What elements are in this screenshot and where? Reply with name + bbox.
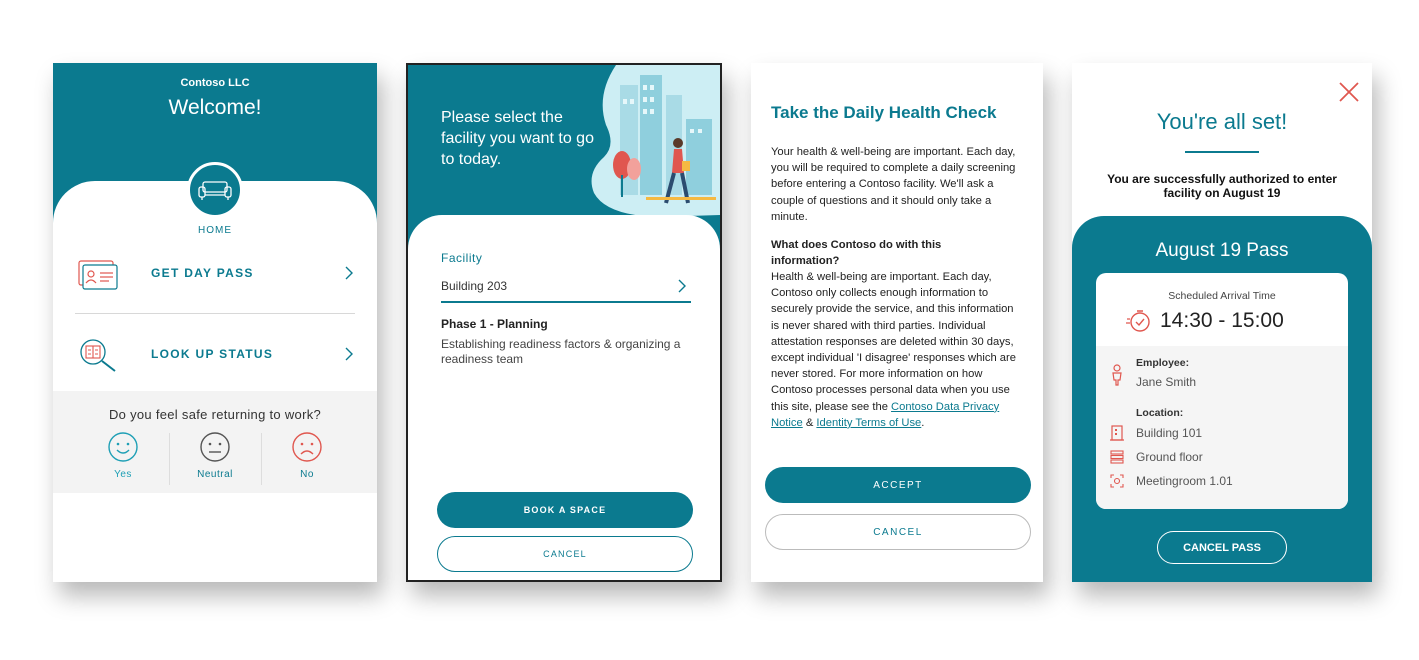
facility-select[interactable] (441, 279, 691, 303)
phase-description: Establishing readiness factors & organizing a readiness team (441, 337, 681, 366)
feedback-no-button[interactable] (261, 431, 353, 487)
neutral-face-icon (199, 431, 231, 463)
chevron-right-icon (343, 347, 355, 361)
magnifier-icon (75, 334, 121, 374)
feedback-question: Do you feel safe returning to work? (108, 407, 322, 422)
pass-screen (1072, 63, 1372, 582)
facility-screen (406, 63, 722, 582)
org-name: Contoso LLC (180, 77, 250, 89)
health-check-intro: Your health & well-being are important. Each day, you will be required to complete a daily screening before entering a Contoso facility. We'll ask a couple of questions and it should only take a minute. (771, 146, 1016, 223)
title-underline (1185, 151, 1259, 153)
room-value: Meetingroom 1.01 (1136, 474, 1233, 488)
couch-icon (198, 179, 232, 201)
home-button[interactable] (187, 162, 243, 218)
health-check-screen (751, 63, 1043, 582)
divider (75, 313, 355, 314)
book-space-button[interactable]: BOOK A SPACE (437, 492, 693, 528)
privacy-notice-link[interactable]: Contoso Data Privacy Notice (771, 400, 1000, 429)
feedback-panel (53, 391, 377, 493)
arrival-label: Scheduled Arrival Time (1168, 290, 1276, 302)
info-answer (771, 269, 1023, 431)
authorized-message: You are successfully authorized to enter facility on August 19 (1107, 172, 1337, 200)
health-check-title: Take the Daily Health Check (771, 103, 997, 122)
and-text: & (805, 416, 814, 429)
arrival-time-value: 14:30 - 15:00 (1160, 309, 1284, 332)
welcome-title: Welcome! (168, 96, 262, 119)
arrival-time (1126, 309, 1284, 333)
employee-label: Employee: (1136, 357, 1190, 369)
building-value: Building 101 (1136, 426, 1203, 440)
timer-icon (1126, 309, 1152, 333)
look-up-status-button[interactable] (75, 324, 355, 384)
pass-card (1096, 273, 1348, 509)
get-day-pass-label: GET DAY PASS (151, 266, 254, 280)
close-icon[interactable] (1338, 81, 1360, 103)
phase-title: Phase 1 - Planning (441, 317, 548, 331)
welcome-screen (53, 63, 377, 582)
feedback-no-label: No (300, 469, 314, 480)
floor-value: Ground floor (1136, 450, 1203, 464)
feedback-yes-label: Yes (114, 469, 132, 480)
feedback-yes-button[interactable] (77, 431, 169, 487)
room-icon (1110, 474, 1124, 488)
get-day-pass-button[interactable] (75, 243, 355, 303)
period-text: . (921, 416, 925, 429)
person-icon (1110, 364, 1124, 386)
sad-face-icon (291, 431, 323, 463)
info-answer-text: Health & well-being are important. Each day, Contoso only collects enough information to securely provide the service, and this information is never shared with third parties. Individual attestation responses are deleted within 30 days, except individual 'I disagree' responses which are never stored. For more information on how Contoso processes personal data when you use this site, please see the (771, 271, 1016, 413)
building-icon (1110, 425, 1124, 441)
cancel-button[interactable]: CANCEL (765, 514, 1031, 550)
info-question: What does Contoso do with this information? (771, 239, 942, 267)
facility-label: Facility (441, 251, 483, 265)
pass-title: August 19 Pass (1155, 240, 1289, 261)
home-label: HOME (198, 225, 232, 236)
chevron-right-icon (677, 279, 687, 293)
city-woman-illustration (586, 65, 720, 225)
facility-prompt: Please select the facility you want to go to today. (441, 109, 594, 168)
floor-icon (1110, 450, 1124, 464)
cancel-pass-button[interactable]: CANCEL PASS (1157, 531, 1287, 564)
cancel-button[interactable]: CANCEL (437, 536, 693, 572)
employee-name: Jane Smith (1136, 375, 1197, 389)
chevron-right-icon (343, 266, 355, 280)
id-card-icon (75, 253, 121, 293)
terms-of-use-link[interactable]: Identity Terms of Use (816, 416, 922, 429)
location-label: Location: (1136, 407, 1184, 419)
facility-value: Building 203 (441, 279, 508, 293)
look-up-status-label: LOOK UP STATUS (151, 347, 274, 361)
accept-button[interactable]: ACCEPT (765, 467, 1031, 503)
feedback-neutral-button[interactable] (169, 431, 261, 487)
smile-icon (107, 431, 139, 463)
pass-details (1096, 346, 1348, 509)
all-set-title: You're all set! (1156, 109, 1288, 134)
feedback-neutral-label: Neutral (197, 469, 233, 480)
